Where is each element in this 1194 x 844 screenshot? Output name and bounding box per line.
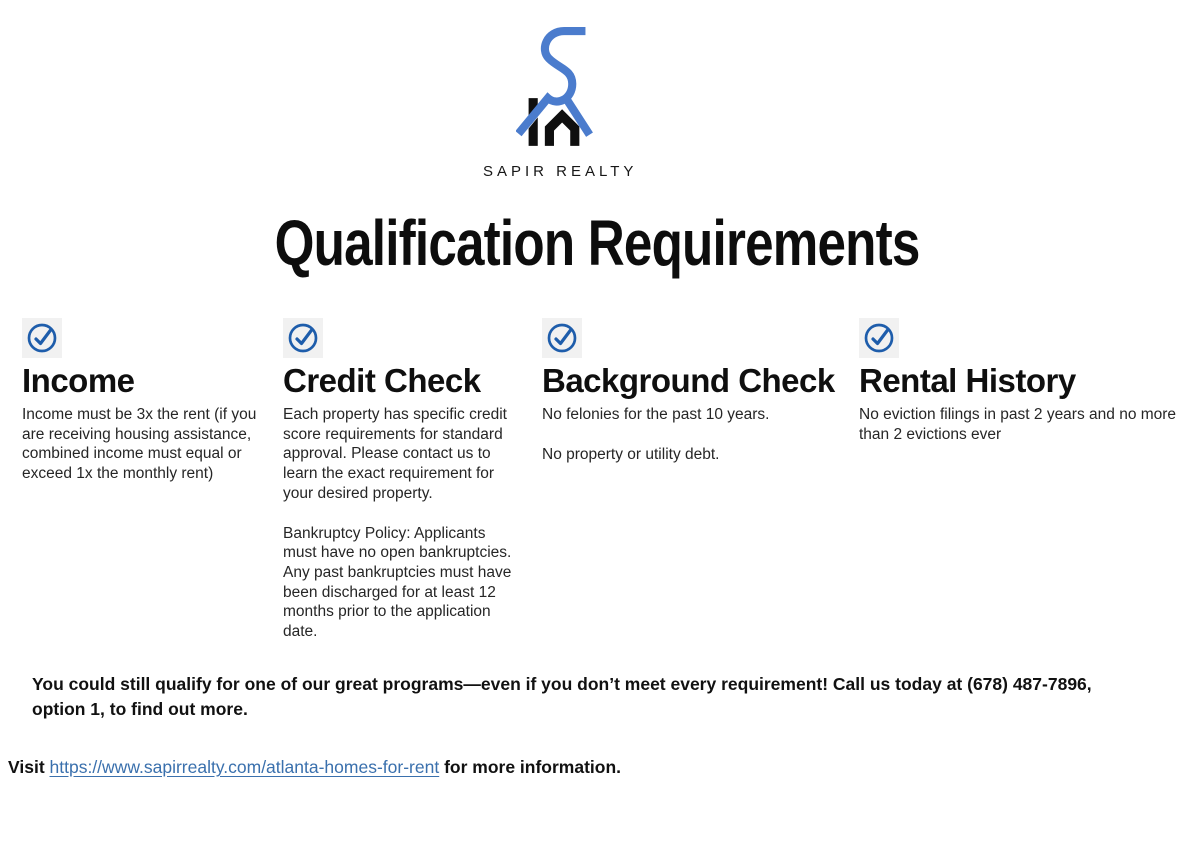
qualify-callout-text: You could still qualify for one of our great programs—even if you don’t meet every requirement! Call us today at (678) 487-7896, option 1, to find out more. (32, 674, 1092, 719)
brand-name: SAPIR REALTY (483, 163, 638, 180)
requirement-heading: Income (22, 362, 135, 399)
requirement-heading: Background Check (542, 362, 835, 399)
requirement-text: No felonies for the past 10 years. (542, 406, 770, 423)
check-circle-icon (542, 318, 582, 358)
requirement-text: No eviction filings in past 2 years and no more than 2 evictions ever (859, 406, 1177, 443)
visit-suffix: for more information. (439, 757, 622, 777)
requirement-card-rental-history (859, 318, 1181, 444)
sr-monogram-icon (516, 24, 594, 158)
visit-prefix: Visit (8, 757, 50, 777)
page-title: Qualification Requirements (274, 207, 920, 279)
website-link[interactable]: https://www.sapirrealty.com/atlanta-homes-for-rent (49, 757, 440, 777)
requirement-text: No property or utility debt. (542, 445, 720, 463)
check-circle-icon (859, 318, 899, 358)
requirement-card-background-check (542, 318, 847, 464)
footer-visit-line (8, 757, 621, 778)
requirement-card-income (22, 318, 262, 484)
brand-logo (483, 24, 638, 180)
requirement-text: Each property has specific credit score requirements for standard approval. Please contact us to learn the exact requirement for your desired property. (283, 406, 507, 502)
requirement-heading: Credit Check (283, 362, 481, 399)
requirement-heading: Rental History (859, 362, 1076, 399)
requirement-card-credit-check (283, 318, 516, 642)
check-circle-icon (283, 318, 323, 358)
requirement-text: Income must be 3x the rent (if you are receiving housing assistance, combined income must equal or exceed 1x the monthly rent) (22, 406, 257, 483)
check-circle-icon (22, 318, 62, 358)
requirement-text: Bankruptcy Policy: Applicants must have no open bankruptcies. Any past bankruptcies must have been discharged for at least 12 months prior to the application date. (283, 524, 512, 641)
